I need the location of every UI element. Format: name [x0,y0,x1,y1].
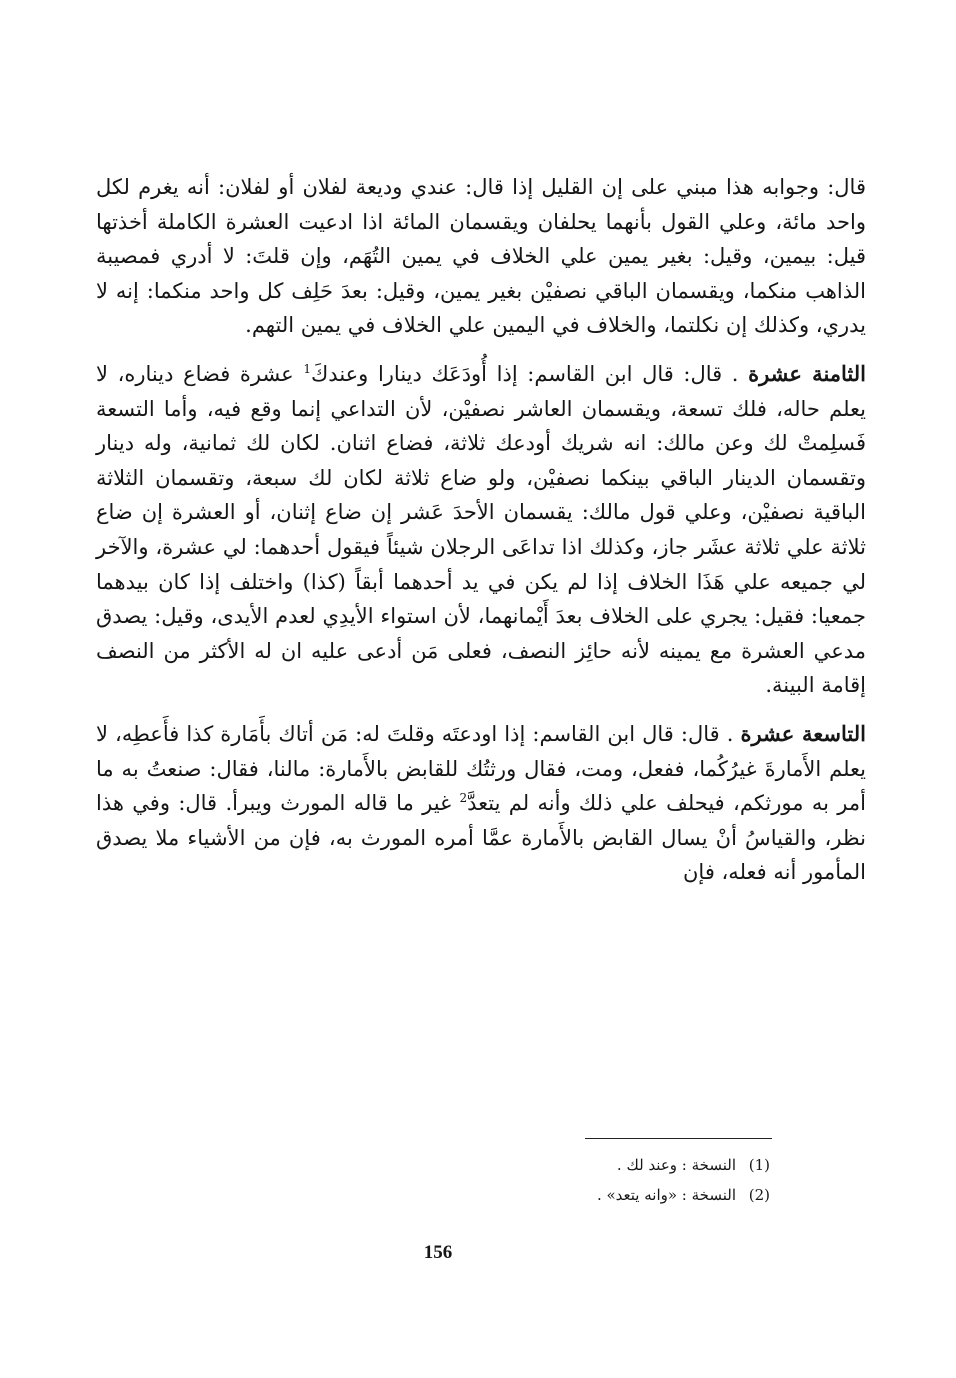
page-number: 156 [423,1242,453,1263]
footnote-number: (2) [748,1186,770,1204]
paragraph-3-text-a: . قال: قال ابن القاسم: إذا اودعتَه وقلتَ له: مَن أتاك بأَمَارة كذا فأَعطِه، لا يعلم الأَمارةَ غيرُكُما، ففعل، ومت، فقال ورثتُك للقابض بالأَمارة: مالنا، فقال: صنعتُ به ما أمر به مورثكم، فيحلف علي ذلك وأنه لم يتعدَّ [96,721,866,816]
footnote-text: النسخة : وعند لك . [616,1156,736,1174]
paragraph-2 [96,357,866,703]
main-text [96,170,866,890]
section-heading-18: الثامنة عشرة [748,360,866,386]
paragraph-1: قال: وجوابه هذا مبني على إن القليل إذا قال: عندي وديعة لفلان أو لفلان: أنه يغرم لكل واحد مائة، وعلي القول بأنهما يحلفان ويقسمان المائة اذا ادعيت العشرة الكاملة أخذتها قيل: بيمين، وقيل: بغير يمين علي الخلاف في يمين التُهَم، وإن قلتَ: لا أدري فمصيبة الذاهب منكما، ويقسمان الباقي نصفيْن بغير يمين، وقيل: بعدَ حَلِف كل واحد منكما: إنه لا يدري، وكذلك إن نكلتما، والخلاف في اليمين علي الخلاف في يمين التهم. [96,175,866,338]
footnote-text: النسخة : «وانه يتعد» . [596,1186,736,1204]
footnote-number: (1) [748,1156,770,1174]
paragraph-2-text-a: . قال: قال ابن القاسم: إذا أُودَعَك دينارا وعندكَ [310,361,739,386]
paragraph-3 [96,717,866,890]
section-heading-19: التاسعة عشرة [740,720,866,746]
footnote-ref-1[interactable]: 1 [303,361,311,376]
footnote-ref-2[interactable]: 2 [459,791,468,806]
footnote-2 [470,1180,770,1210]
paragraph-2-text-b: عشرة فضاع ديناره، لا يعلم حاله، فلك تسعة، ويقسمان العاشر نصفيْن، لأن التداعي إنما وقع فيه، وأما التسعة فَسلِمتْ لك وعن مالك: انه شريك أودعك ثلاثة، فضاع اثنان. لكان لك ثمانية، وله دينار وتقسمان الدينار الباقي بينكما نصفيْن، ولو ضاع ثلاثة لكان لك سبعة، وتقسمان الثلاثة الباقية نصفيْن، وعلي قول مالك: يقسمان الأحدَ عَشر إن ضاع إثنان، أو العشرة إن ضاع ثلاثة علي ثلاثة عشَر جاز، وكذلك اذا تداعَى الرجلان شيئاً فيقول أحدهما: لي عشرة، والآخر لي جميعه علي هَذَا الخلاف إذا لم يكن في يد أحدهما أبقاً (كذا) واختلف إذا كان بيدهما جمعيا: فقيل: يجري على الخلاف بعدَ أَيْمانهما، لأن استواء الأيدِي لعدم الأيدى، وقيل: يصدق مدعي العشرة مع يمينه لأنه حائِز النصف، فعلى مَن أدعى عليه ان له الأكثر من النصف إقامة البينة. [96,361,866,698]
paragraph-3-text-b: غير ما قاله المورث ويبرأ. قال: وفي هذا نظر، والقياسُ أنْ يسال القابض بالأَمارة عمَّا أمره المورث به، فإن من الأشياء ملا يصدق المأمور أنه فعله، فإن [96,791,866,885]
footnote-divider [585,1138,772,1139]
footnote-1 [470,1150,770,1180]
footnotes [470,1150,770,1210]
